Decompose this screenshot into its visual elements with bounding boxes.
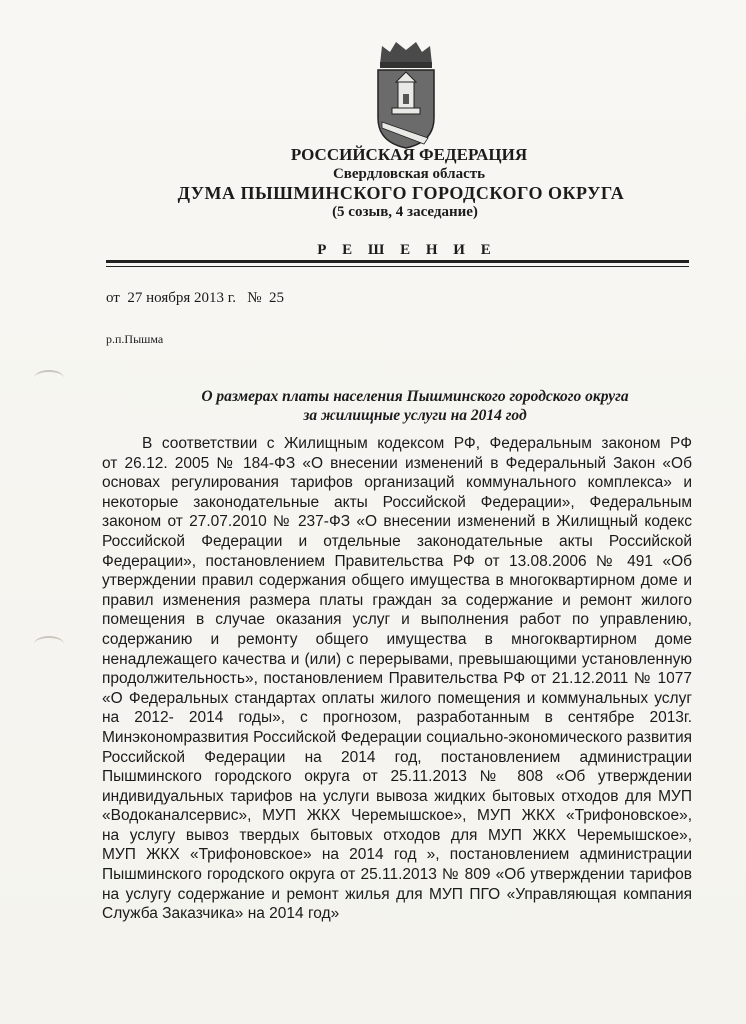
body-line: Российской Федерации на 2014 год, постановлением администрации <box>102 748 692 766</box>
body-line: «Водоканалсервис», МУП ЖКХ Черемышское», МУП ЖКХ «Трифоновское», <box>102 807 692 825</box>
document-title-line-1: О размерах платы населения Пышминского городского округа <box>201 388 629 405</box>
body-paragraph <box>102 434 692 924</box>
body-line: законом от 27.07.2010 № 237-ФЗ «О внесении изменений в Жилищный кодекс <box>102 513 692 531</box>
body-line: от 26.12. 2005 № 184-ФЗ «О внесении изменений в Федеральный Закон «Об <box>102 454 692 472</box>
body-line: Минэкономразвития Российской Федерации социально-экономического развития <box>102 728 692 746</box>
header-region: Свердловская область <box>332 166 486 182</box>
body-line: продолжительность», постановлением Правительства РФ от 21.12.2011 № 1077 <box>102 670 692 688</box>
punch-hole-mark <box>34 636 64 652</box>
header-council: ДУМА ПЫШМИНСКОГО ГОРОДСКОГО ОКРУГА <box>177 183 625 203</box>
body-line: Пышминского городского округа от 25.11.2013 № 808 «Об утверждении <box>102 768 692 786</box>
header-divider-thin <box>106 266 689 267</box>
body-line: некоторые законодательные акты Российской Федерации», Федеральным <box>102 493 692 511</box>
punch-hole-mark <box>34 370 64 386</box>
body-line: на услугу содержание и ремонт жилья для МУП ПГО «Управляющая компания <box>102 885 692 903</box>
header-session: (5 созыв, 4 заседание) <box>332 204 478 220</box>
body-line: Федерации», постановлением Правительства РФ от 13.08.2006 № 491 «Об <box>102 552 692 570</box>
header-country: РОССИЙСКАЯ ФЕДЕРАЦИЯ <box>290 145 528 164</box>
place-of-issue: р.п.Пышма <box>106 332 164 346</box>
body-line: на услугу вывоз твердых бытовых отходов для МУП ЖКХ Черемышское», <box>102 826 692 844</box>
body-line: индивидуальных тарифов на услуги вывоза жидких бытовых отходов для МУП <box>102 787 692 805</box>
body-line: ненадлежащего качества и (или) с перерывами, превышающими установленную <box>102 650 692 668</box>
body-line: на 2012- 2014 годы», с прогнозом, разработанным в сентябре 2013г. <box>102 709 692 727</box>
body-line: В соответствии с Жилищным кодексом РФ, Федеральным законом РФ <box>142 435 692 452</box>
body-line: Пышминского городского округа от 25.11.2013 № 809 «Об утверждении тарифов <box>102 866 692 884</box>
body-line: содержанию и ремонту общего имущества в многоквартирном доме <box>102 630 692 648</box>
coat-of-arms-emblem <box>372 38 440 150</box>
document-type-heading: Р Е Ш Е Н И Е <box>317 242 497 258</box>
header-divider-thick <box>106 260 689 263</box>
document-title-line-2: за жилищные услуги на 2014 год <box>303 407 527 424</box>
body-line: МУП ЖКХ «Трифоновское» на 2014 год », постановлением администрации <box>102 846 692 864</box>
body-line: «О Федеральных стандартах оплаты жилого помещения и коммунальных услуг <box>102 689 692 707</box>
decision-date-number: от 27 ноября 2013 г. № 25 <box>106 290 285 306</box>
body-line: помещения в случае оказания услуг и выполнения работ по управлению, <box>102 611 692 629</box>
body-line: Служба Заказчика» на 2014 год» <box>102 905 340 923</box>
body-line: утверждении правил содержания общего имущества в многоквартирном доме и <box>102 572 692 590</box>
body-line: Российской Федерации и отдельные законодательные акты Российской <box>102 532 692 550</box>
body-line: основах регулирования тарифов организаций коммунального комплекса» и <box>102 474 692 492</box>
body-line: правил изменения размера платы граждан за содержание и ремонт жилого <box>102 591 692 609</box>
